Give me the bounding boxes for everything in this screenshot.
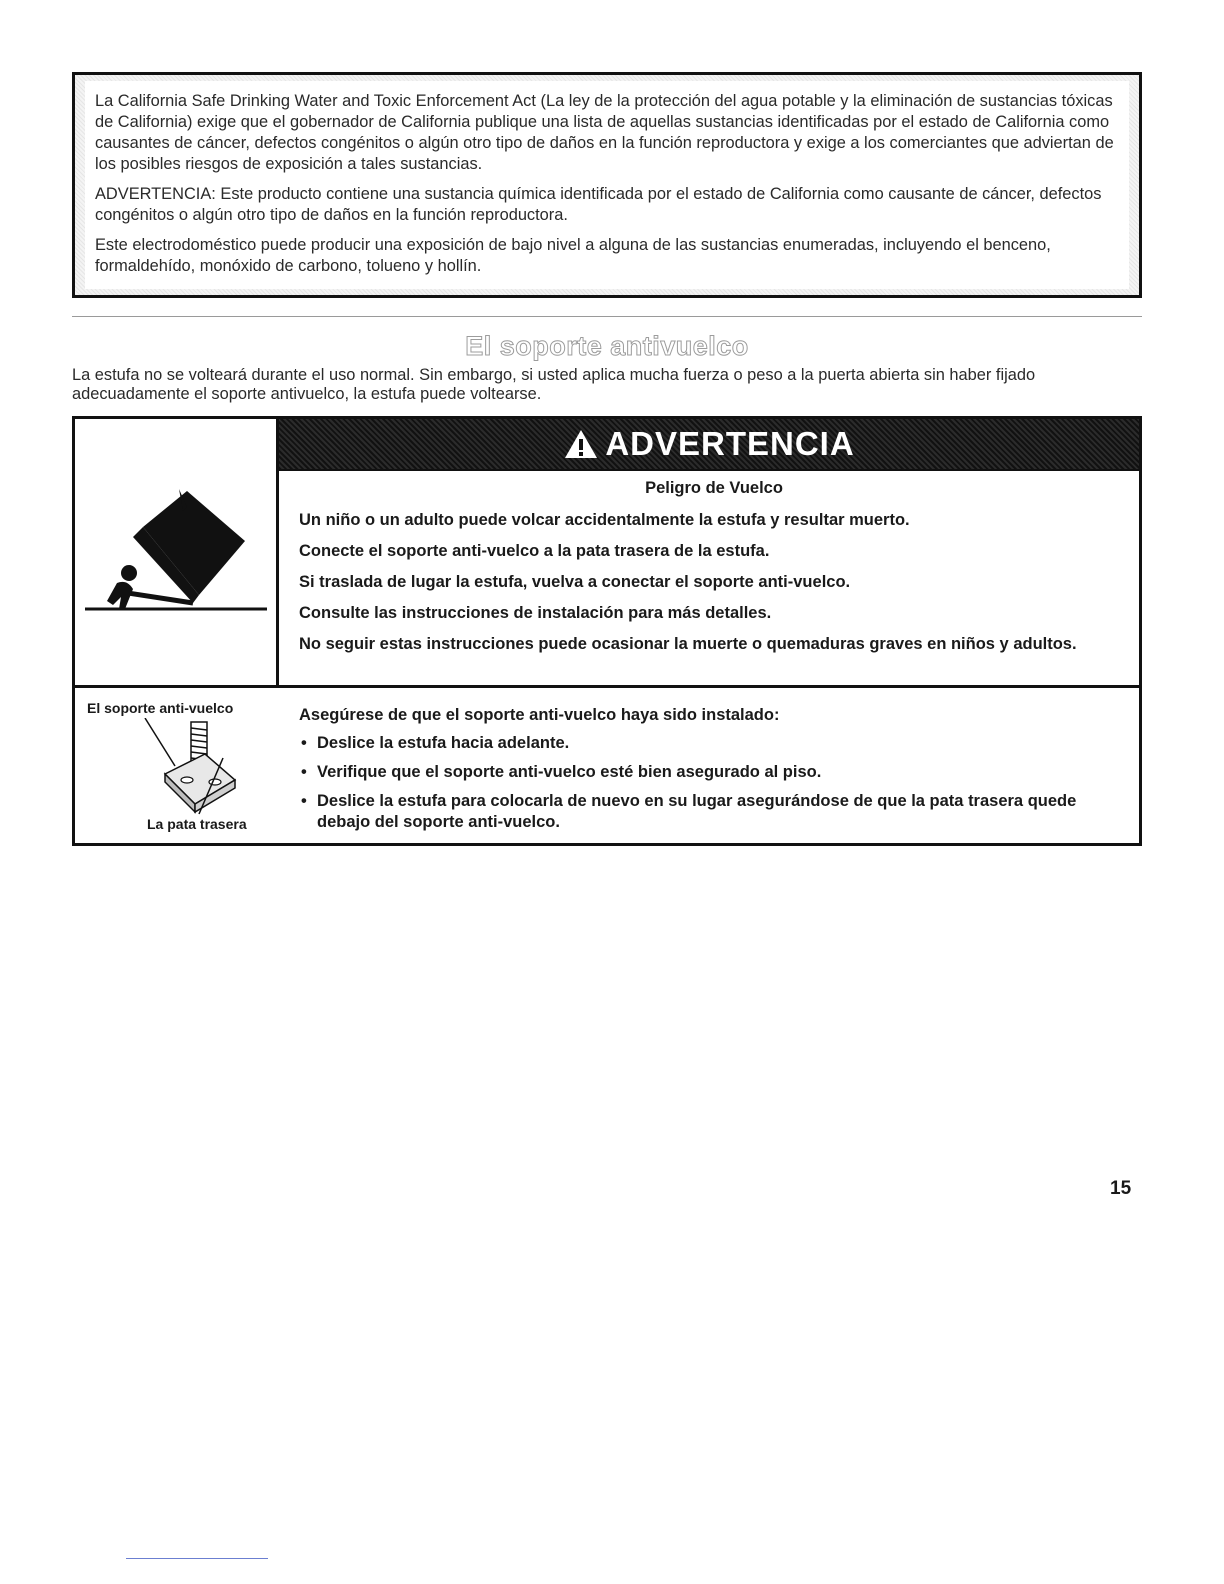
prop65-paragraph-2: ADVERTENCIA: Este producto contiene una sustancia química identificada por el estado de California como causante de cáncer, defectos congénitos o algún otro tipo de daños en la función reproductora. — [95, 185, 1102, 224]
prop65-notice-box — [72, 72, 1142, 298]
warning-triangle-icon — [563, 428, 599, 460]
check-item-3 — [299, 791, 1129, 833]
warning-box — [72, 416, 1142, 846]
warning-bottom-panel — [75, 688, 1139, 843]
bullet: • — [301, 763, 307, 781]
check-heading: Asegúrese de que el soporte anti-vuelco haya sido instalado: — [299, 706, 780, 724]
check-item-text: Deslice la estufa para colocarla de nuevo en su lugar asegurándose de que la pata trasera quede debajo del soporte anti-vuelco. — [317, 792, 1077, 831]
leg-caption: La pata trasera — [147, 816, 247, 832]
warning-banner — [279, 419, 1139, 471]
prop65-paragraph-3: Este electrodoméstico puede producir una exposición de bajo nivel a alguna de las sustancias enumeradas, incluyendo el benceno, formaldehído, monóxido de carbono, tolueno y hollín. — [95, 236, 1051, 275]
check-item-1 — [299, 733, 1129, 754]
check-instructions — [299, 706, 1129, 841]
prop65-notice-content — [85, 81, 1129, 289]
warning-top-panel — [75, 419, 1139, 688]
bracket-caption: El soporte anti-vuelco — [87, 700, 234, 716]
warning-line-1: Un niño o un adulto puede volcar accidentalmente la estufa y resultar muerto. — [299, 511, 910, 529]
footer-line — [126, 1558, 268, 1559]
prop65-paragraph-1: La California Safe Drinking Water and Toxic Enforcement Act (La ley de la protección del agua potable y la eliminación de sustancias tóxicas de California) exige que el gobernador de California publique una lista de aquellas sustancias identificadas por el estado de California como causantes de cáncer, defectos congénitos o algún otro tipo de daños en la función reproductora y exige a los comerciantes que adviertan de los posibles riesgos de exposición a tales sustancias. — [95, 92, 1114, 173]
check-list — [299, 733, 1129, 833]
warning-text-block — [299, 479, 1129, 665]
page-number: 15 — [1110, 1178, 1132, 1199]
warning-banner-content — [563, 425, 854, 463]
section-intro: La estufa no se volteará durante el uso normal. Sin embargo, si usted aplica mucha fuerza o peso a la puerta abierta sin haber fijado adecuadamente el soporte antivuelco, la estufa puede voltearse. — [72, 366, 1036, 403]
warning-line-4: Consulte las instrucciones de instalación para más detalles. — [299, 604, 772, 622]
warning-line-5: No seguir estas instrucciones puede ocasionar la muerte o quemaduras graves en niños y adultos. — [299, 635, 1077, 653]
section-title: El soporte antivuelco — [465, 331, 749, 361]
check-item-text: Verifique que el soporte anti-vuelco esté bien asegurado al piso. — [317, 763, 822, 781]
warning-line-2: Conecte el soporte anti-vuelco a la pata trasera de la estufa. — [299, 542, 770, 560]
warning-title: ADVERTENCIA — [605, 425, 855, 462]
section-divider — [72, 316, 1142, 317]
check-item-2 — [299, 762, 1129, 783]
check-item-text: Deslice la estufa hacia adelante. — [317, 734, 570, 752]
warning-subtitle: Peligro de Vuelco — [645, 479, 783, 497]
warning-line-3: Si traslada de lugar la estufa, vuelva a conectar el soporte anti-vuelco. — [299, 573, 851, 591]
anti-tip-bracket-icon — [125, 718, 255, 818]
bullet: • — [301, 792, 307, 810]
tip-over-illustration — [75, 419, 279, 685]
tip-over-hazard-icon — [75, 419, 276, 685]
bullet: • — [301, 734, 307, 752]
